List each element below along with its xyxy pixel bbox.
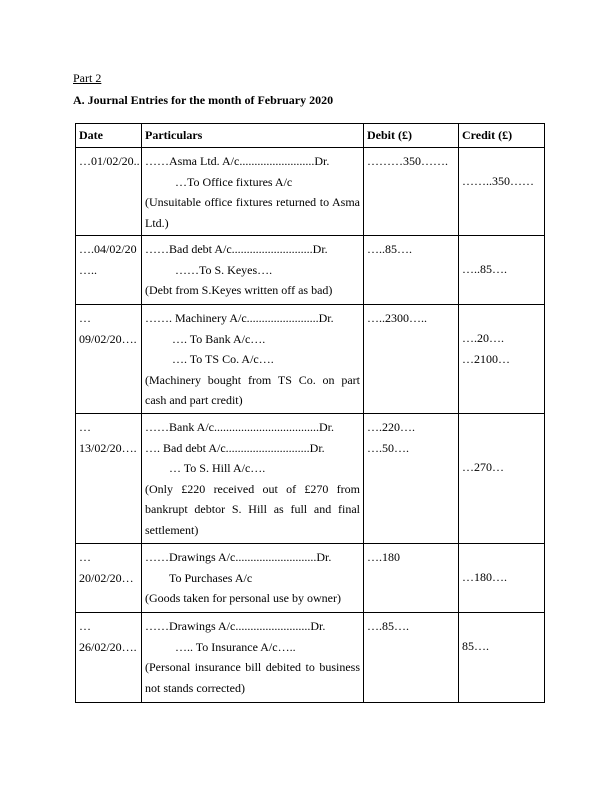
debit-account: …. Bad debt A/c............................Dr. [145,440,325,455]
particulars-cell [142,613,364,703]
credit-account: …. To TS Co. A/c…. [172,352,274,366]
date-text-cont: 20/02/20… [79,570,134,585]
credit-cell [459,148,545,236]
part-label: Part 2 [73,71,102,85]
debit-cell [364,236,459,305]
credit-amount: …..85…. [462,262,507,276]
credit-cell [459,544,545,613]
date-cell [76,544,142,613]
date-cell [76,414,142,544]
table-row [76,613,545,703]
table-row [76,414,545,544]
credit-cell [459,613,545,703]
header-debit: Debit (£) [364,124,459,148]
debit-account: ……Drawings A/c...........................Dr. [145,550,332,564]
date-text-cont: 09/02/20…. [79,331,137,346]
debit-cell [364,613,459,703]
credit-cell [459,305,545,414]
date-text: … [79,550,91,564]
particulars-cell [142,414,364,544]
date-text-cont: 26/02/20…. [79,639,137,654]
date-cell [76,148,142,236]
credit-amount: …270… [462,460,504,474]
debit-amount: ….180 [367,550,400,564]
debit-account: ……Drawings A/c.........................Dr. [145,619,326,633]
page-title: A. Journal Entries for the month of February 2020 [73,93,334,107]
credit-account: ……To S. Keyes…. [175,262,273,277]
debit-account: ……Bank A/c...................................Dr. [145,420,334,434]
narration: (Debt from S.Keyes written off as bad) [145,283,333,297]
credit-amount: ….20…. [462,331,504,345]
credit-amount: ……..350…… [462,174,534,188]
credit-amount: …180…. [462,570,507,584]
credit-account: … To S. Hill A/c…. [169,461,266,475]
narration: (Unsuitable office fixtures returned to Asma Ltd.) [145,195,360,230]
particulars-cell [142,236,364,305]
credit-account: …. To Bank A/c…. [172,331,266,346]
credit-account: To Purchases A/c [169,570,253,585]
table-row [76,148,545,236]
debit-amount: ….220…. [367,420,415,434]
date-text: ….04/02/20 [79,242,137,256]
table-row [76,305,545,414]
particulars-cell [142,305,364,414]
debit-amount: …..2300….. [367,311,427,325]
table-header-row [76,124,545,148]
debit-cell [364,544,459,613]
debit-amount: …..85…. [367,242,412,256]
table-row [76,236,545,305]
credit-amount: 85…. [462,639,489,653]
date-text: … [79,619,91,633]
date-cell [76,236,142,305]
credit-cell [459,414,545,544]
credit-account: …To Office fixtures A/c [175,174,293,189]
date-text: … [79,311,91,325]
debit-account: ……. Machinery A/c........................Dr. [145,311,334,325]
narration: (Goods taken for personal use by owner) [145,591,341,605]
particulars-cell [142,544,364,613]
narration: (Personal insurance bill debited to business not stands corrected) [145,660,360,695]
debit-account: ……Bad debt A/c...........................Dr. [145,242,328,256]
date-cell [76,613,142,703]
debit-account: ……Asma Ltd. A/c.........................Dr. [145,154,330,168]
date-text: …01/02/20.. [79,154,140,168]
date-cell [76,305,142,414]
debit-amount: ….50…. [367,440,409,455]
particulars-cell [142,148,364,236]
journal-table [75,123,545,703]
narration: (Machinery bought from TS Co. on part cash and part credit) [145,372,360,407]
debit-cell [364,305,459,414]
credit-account: ….. To Insurance A/c….. [175,639,296,654]
debit-cell [364,148,459,236]
date-text-cont: 13/02/20…. [79,440,137,455]
credit-amount: …2100… [462,351,510,366]
debit-amount: ………350……. [367,154,448,168]
debit-amount: ….85…. [367,619,409,633]
debit-cell [364,414,459,544]
table-row [76,544,545,613]
credit-cell [459,236,545,305]
narration: (Only £220 received out of £270 from bankrupt debtor S. Hill as full and final settlement) [145,481,360,537]
header-particulars: Particulars [142,124,364,148]
header-date: Date [76,124,142,148]
date-text-cont: ….. [79,262,97,277]
date-text: … [79,420,91,434]
header-credit: Credit (£) [459,124,545,148]
